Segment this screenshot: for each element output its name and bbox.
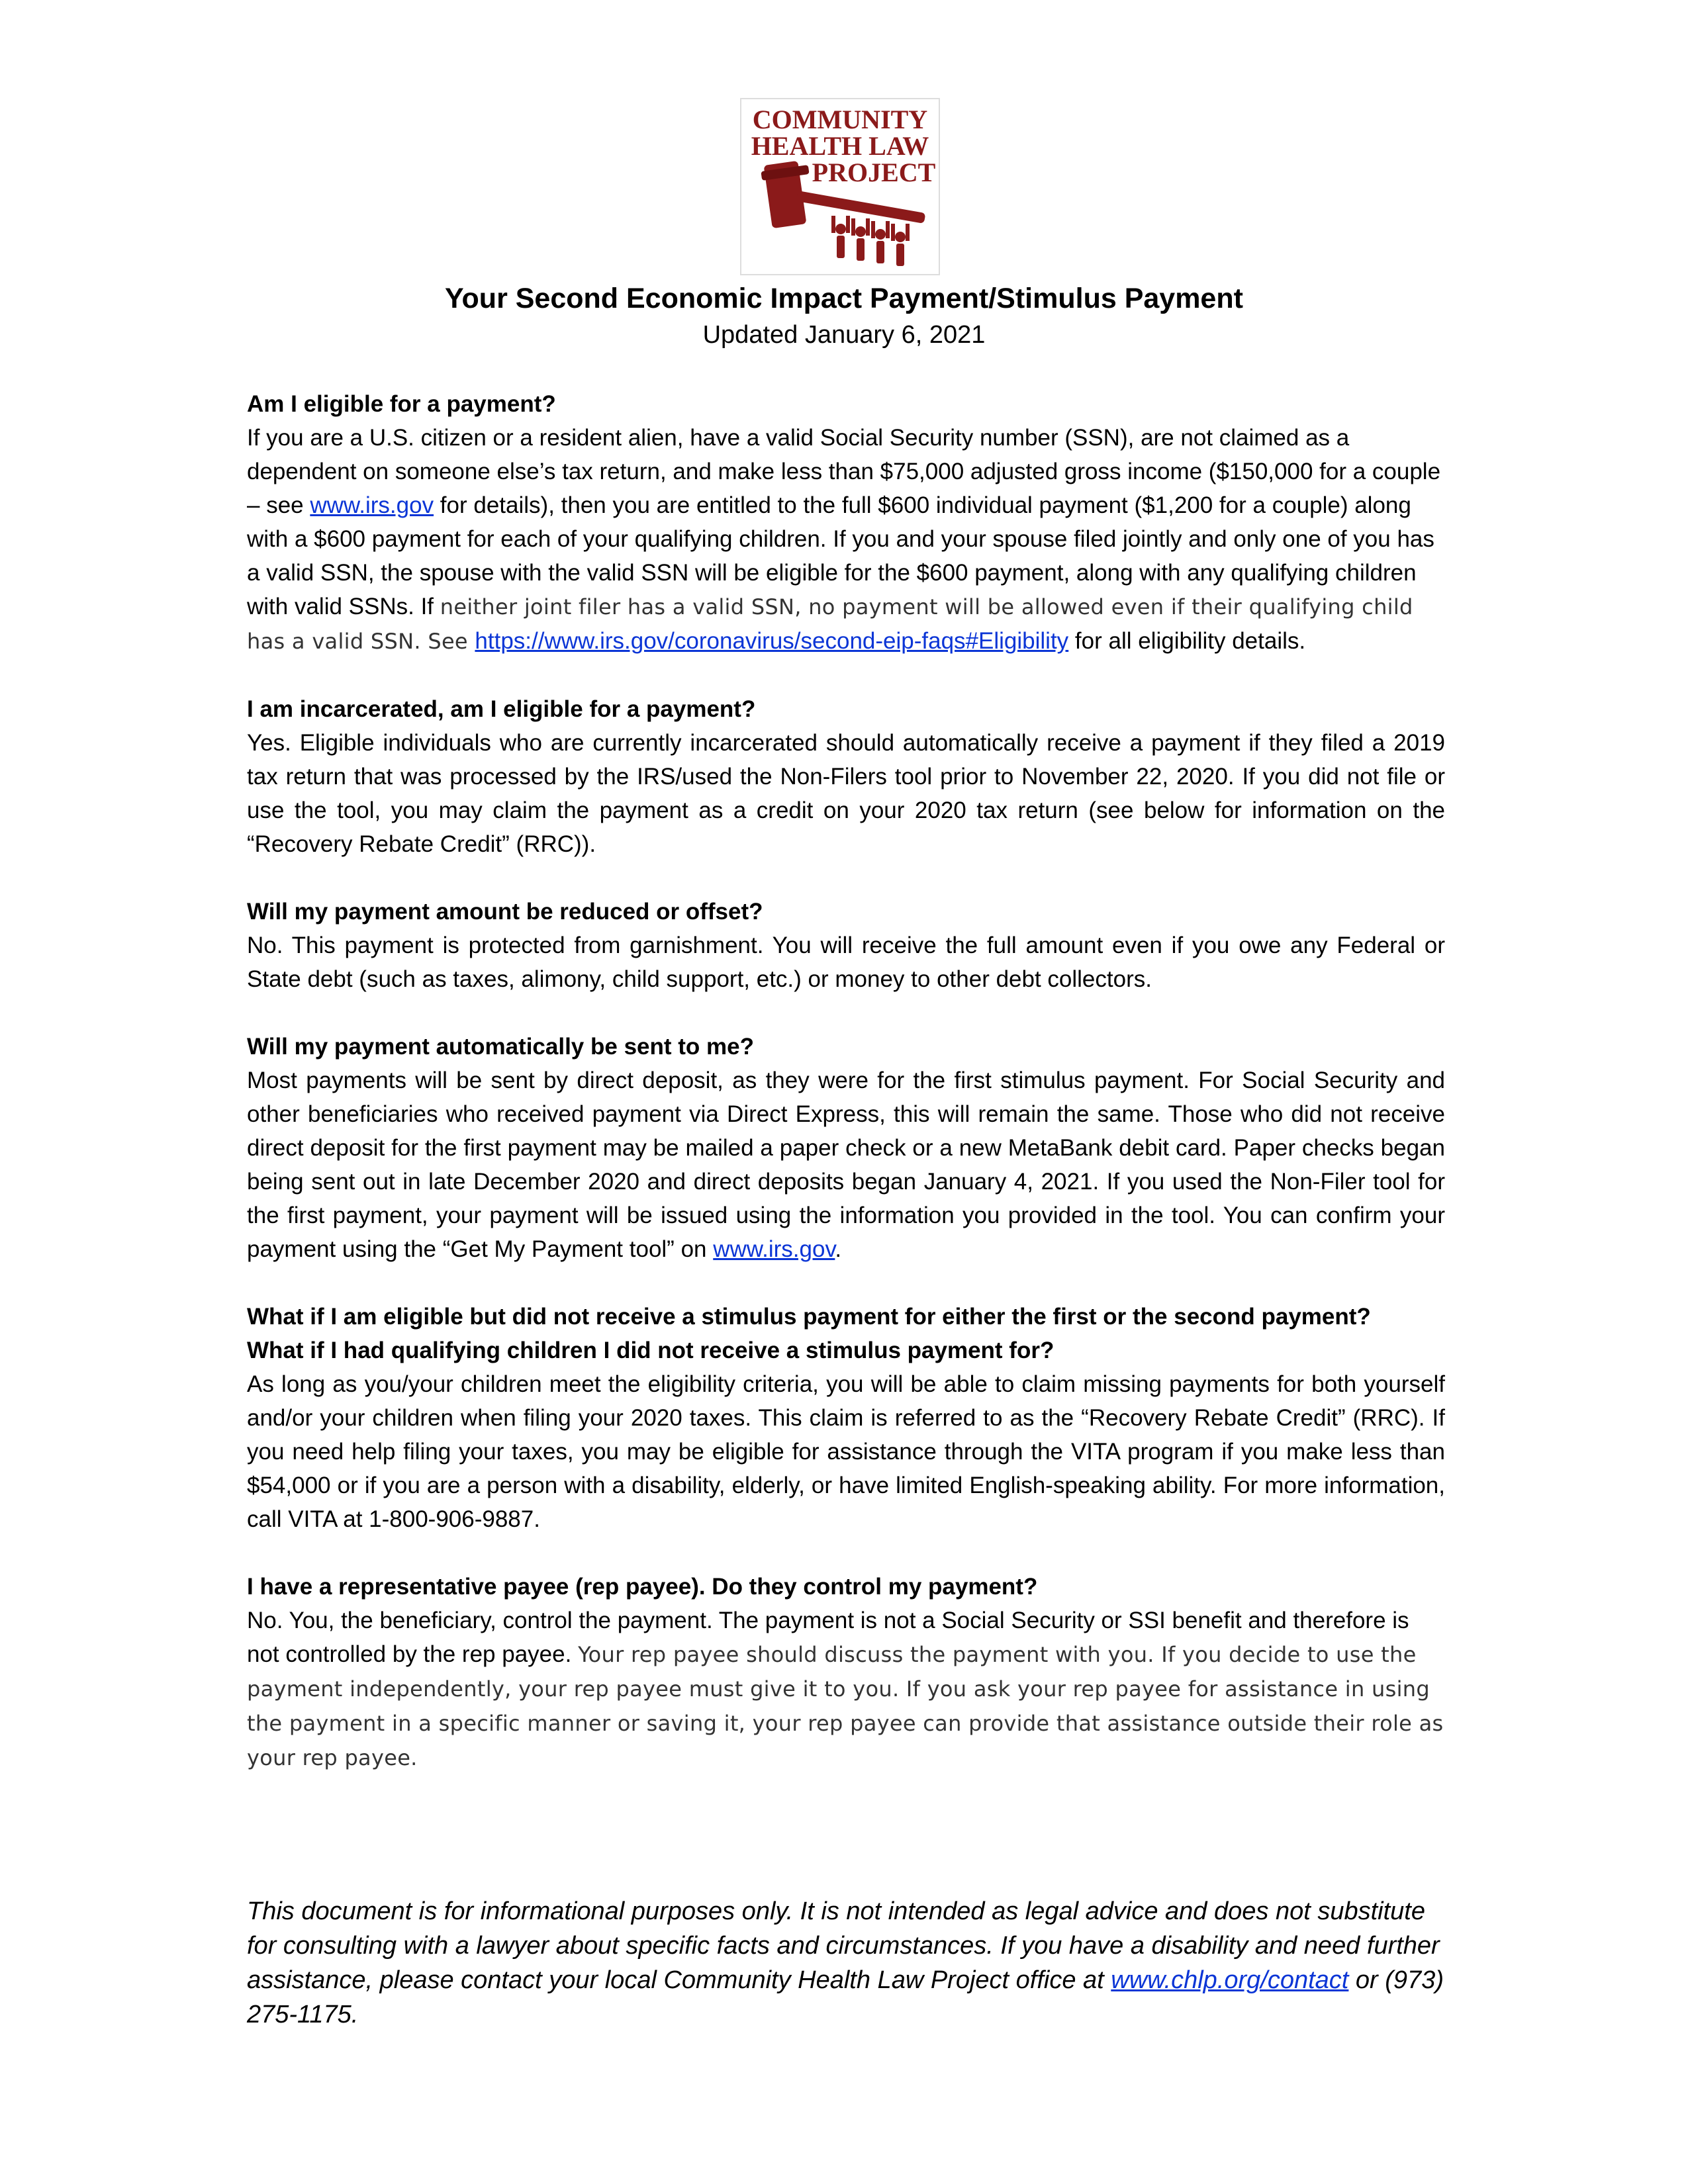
section-body: [247, 421, 1445, 659]
gavel-handle-shape: [796, 191, 926, 224]
people-figures: [831, 216, 910, 266]
gavel-with-people-logo-icon: [741, 99, 939, 274]
section-offset: [247, 895, 1445, 996]
disclaimer-phone: or (973) 275-1175.: [247, 1966, 1444, 2028]
body-text: neither joint filer has a valid SSN, no payment will be allowed even if their qualifying child has a valid SSN: [247, 594, 1413, 654]
body-text: Your rep payee should discuss the payment with you. If you decide to use the payment independently, your rep payee must give it to you. If you ask your rep payee for assistance in using the payment in a specific manner or saving it, your rep payee can provide that assistance outside their role as your rep payee.: [247, 1642, 1444, 1770]
section-missing-payment: [247, 1300, 1445, 1536]
logo-line-2: HEALTH LAW: [751, 131, 929, 161]
disclaimer: [247, 1894, 1445, 2032]
irs-link[interactable]: www.irs.gov: [713, 1236, 835, 1262]
section-heading: Will my payment automatically be sent to me?: [247, 1034, 754, 1060]
section-heading: I am incarcerated, am I eligible for a payment?: [247, 696, 756, 722]
main-content: [247, 387, 1445, 1809]
chlp-contact-link[interactable]: www.chlp.org/contact: [1111, 1966, 1349, 1994]
section-body: Yes. Eligible individuals who are currently incarcerated should automatically receive a payment if they filed a 2019 tax return that was processed by the IRS/used the Non-Filers tool prior to November 22, 2020. If you did not file or use the tool, you may claim the payment as a credit on your 2020 tax return (see below for information on the “Recovery Rebate Credit” (RRC)).: [247, 730, 1445, 857]
section-heading: What if I had qualifying children I did not receive a stimulus payment for?: [247, 1338, 1055, 1363]
section-body: As long as you/your children meet the eligibility criteria, you will be able to claim missing payments for both yourself and/or your children when filing your 2020 taxes. This claim is referred to as the “Recovery Rebate Credit” (RRC). If you need help filing your taxes, you may be eligible for assistance through the VITA program if you make less than $54,000 or if you are a person with a disability, elderly, or have limited English-speaking ability. For more information, call VITA at 1-800-906-9887.: [247, 1371, 1445, 1532]
section-heading: Will my payment amount be reduced or offset?: [247, 899, 763, 925]
section-body: [247, 1604, 1445, 1775]
body-text: If you are a U.S. citizen or a resident alien, have a valid Social Security number (SSN), are not claimed as a dependent on someone else’s tax return, and make less than $75,000 adjusted gross income ($150,000 for a couple – see: [247, 425, 1441, 518]
chlp-logo: [740, 98, 940, 275]
section-heading: Am I eligible for a payment?: [247, 391, 556, 417]
logo-line-1: COMMUNITY: [752, 105, 928, 134]
section-rep-payee: [247, 1570, 1445, 1775]
disclaimer-text: This document is for informational purposes only. It is not intended as legal advice and does not substitute for consulting with a lawyer about specific facts and circumstances. If you have a disability and need further assistance, please contact your local Community Health Law Project office at: [247, 1897, 1440, 1994]
body-text: Most payments will be sent by direct deposit, as they were for the first stimulus payment. For Social Security and other beneficiaries who received payment via Direct Express, this will remain the same. Those who did not receive direct deposit for the first payment may be mailed a paper check or a new MetaBank debit card. Paper checks began being sent out in late December 2020 and direct deposits began January 4, 2021. If you used the Non-Filer tool for the first payment, your payment will be issued using the information you provided in the tool. You can confirm your payment using the “Get My Payment tool” on: [247, 1068, 1445, 1262]
body-text: for details), then you are entitled to the full $600 individual payment ($1,200 for a couple) along with a $600 payment for each of your qualifying children. If you and your spouse filed jointly and only one of you has a valid SSN, the spouse with the valid SSN will be eligible for the $600 payment, along with any qualifying children with valid SSNs. If: [247, 492, 1434, 619]
section-body: No. This payment is protected from garnishment. You will receive the full amount even if you owe any Federal or State debt (such as taxes, alimony, child support, etc.) or money to other debt collectors.: [247, 933, 1445, 992]
updated-date: Updated January 6, 2021: [702, 321, 986, 349]
section-incarcerated: [247, 692, 1445, 861]
page-title: Your Second Economic Impact Payment/Stimulus Payment: [445, 283, 1243, 314]
body-text: for all eligibility details.: [1068, 628, 1306, 654]
logo-line-3: PROJECT: [812, 158, 936, 187]
body-text: .: [835, 1236, 842, 1262]
body-text: . See: [414, 629, 475, 654]
section-eligibility: [247, 387, 1445, 659]
section-heading: I have a representative payee (rep payee). Do they control my payment?: [247, 1574, 1038, 1600]
section-heading: What if I am eligible but did not receive a stimulus payment for either the first or the second payment?: [247, 1304, 1371, 1330]
section-automatic: [247, 1030, 1445, 1266]
eligibility-faq-link[interactable]: https://www.irs.gov/coronavirus/second-eip-faqs#Eligibility: [475, 628, 1069, 654]
section-body: [247, 1064, 1445, 1266]
body-text: No. You, the beneficiary, control the payment. The payment is not a Social Security or SSI benefit and therefore is not controlled by the rep payee.: [247, 1608, 1409, 1667]
irs-link[interactable]: www.irs.gov: [310, 492, 434, 518]
